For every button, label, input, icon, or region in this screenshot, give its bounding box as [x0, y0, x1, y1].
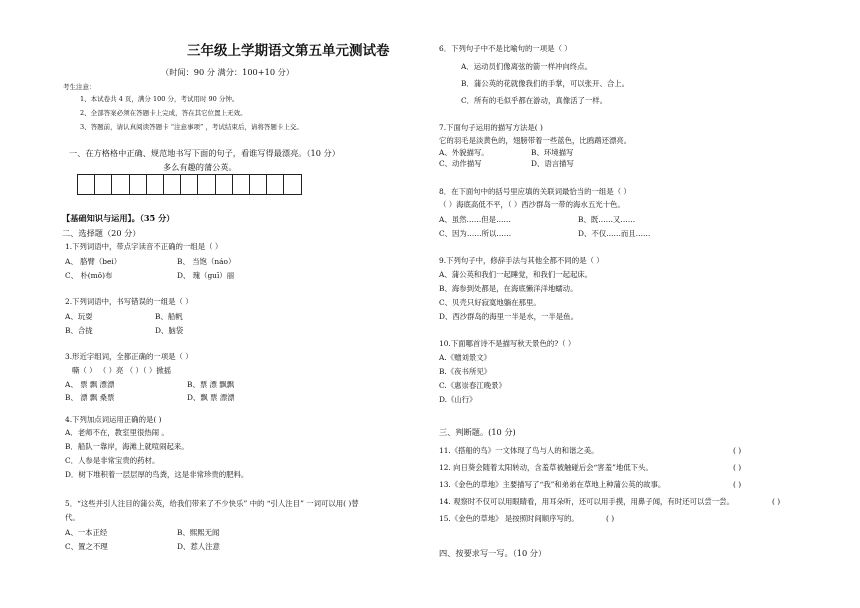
grid-cell[interactable] [112, 175, 129, 194]
q9-option-d[interactable]: D、西沙群岛的海里一半是水，一半是鱼。 [439, 312, 578, 321]
q10-option-b[interactable]: B.《夜书所见》 [439, 367, 492, 376]
grid-cell[interactable] [181, 175, 198, 194]
q1-option-a[interactable]: A、 胳臂（bei） [65, 257, 122, 266]
q2-option-d[interactable]: D、脑袋 [155, 326, 184, 335]
write-section-heading: 四、按要求写一写。（10 分） [439, 548, 547, 558]
q10-option-a[interactable]: A.《赠刘景文》 [439, 353, 492, 362]
q4-option-a[interactable]: A．老师不在，教室里很热闹 。 [65, 428, 169, 437]
q8-option-c[interactable]: C、因为……所以…… [439, 229, 512, 238]
q1-option-b[interactable]: B、 当饱（náo） [177, 257, 236, 266]
q5-option-c[interactable]: C、置之不理 [65, 542, 108, 551]
judge-answer-blank[interactable]: ( ) [733, 463, 742, 472]
writing-grid[interactable] [77, 174, 302, 195]
q3-option-d[interactable]: D、飘 票 漂漂 [187, 393, 235, 402]
note-item-3: 3、答题前，请认真阅读答题卡 “注意事项” ，考试结束后，请将答题卡上交。 [80, 123, 303, 131]
q2-stem: 2.下列词语中，书写错误的一组是（ ） [65, 297, 193, 306]
judge-answer-blank[interactable]: ( ) [733, 480, 742, 489]
q9-option-a[interactable]: A、蒲公英和我们一起睡觉，和我们一起起床。 [439, 270, 593, 279]
grid-cell[interactable] [130, 175, 147, 194]
judge-item-11: 11.《搭船的鸟》一文体现了鸟与人的和谐之美。 [439, 446, 599, 455]
q4-stem: 4.下列加点词运用正确的是( ) [65, 415, 162, 424]
q2-option-b[interactable]: B、船帆 [155, 312, 183, 321]
notes-heading: 考生注意： [63, 83, 96, 91]
q7-stem: 7.下面句子运用的描写方法是( ) [439, 123, 543, 132]
exam-time-score: （时间：90 分 满分：100+10 分） [161, 67, 295, 77]
q6-option-c[interactable]: C．所有的毛似乎都在游动，真像活了一样。 [461, 96, 608, 105]
q4-option-d[interactable]: D．树下堆积着一层层厚的鸟粪，这是非常珍贵的肥料。 [65, 470, 249, 479]
q7-option-d[interactable]: D、语言描写 [531, 159, 574, 168]
judge-item-13: 13.《金色的草地》主要描写了“我”和弟弟在草地上种蒲公英的故事。 [439, 480, 666, 489]
q8-option-d[interactable]: D、不仅……而且…… [578, 229, 651, 238]
q6-stem: 6．下列句子中不是比喻句的一项是（ ） [439, 44, 572, 53]
grid-cell[interactable] [216, 175, 233, 194]
note-item-2: 2、全部答案必须在答题卡上完成，答在其它位置上无效。 [80, 109, 247, 117]
q8-option-a[interactable]: A、虽然……但是…… [439, 215, 511, 224]
grid-cell[interactable] [147, 175, 164, 194]
q10-option-c[interactable]: C.《惠崇春江晚景》 [439, 381, 506, 390]
q8-option-b[interactable]: B、既……又…… [578, 215, 636, 224]
judge-answer-blank[interactable]: ( ) [606, 514, 615, 523]
q6-option-b[interactable]: B．蒲公英的花就像我们的手掌，可以张开、合上。 [461, 79, 630, 88]
q5-stem-continued: 代。 [65, 513, 80, 522]
q1-option-c[interactable]: C、 朴(mǒ)布 [65, 271, 113, 280]
grid-cell[interactable] [78, 175, 95, 194]
q5-option-d[interactable]: D、惹人注意 [177, 542, 220, 551]
q1-stem: 1.下列词语中，带点字读音不正确的一组是（ ） [65, 242, 223, 251]
q1-option-d[interactable]: D、 瑰（guī）丽 [177, 271, 235, 280]
q9-option-c[interactable]: C、贝壳只好寂寞地躺在那里。 [439, 298, 541, 307]
note-item-1: 1、本试卷共 4 页，满分 100 分，考试用时 90 分钟。 [80, 95, 239, 103]
judge-heading: 三、判断题。(10 分) [439, 427, 516, 437]
judge-item-15: 15.《金色的草地》 是按照时间顺序写的。 [439, 514, 579, 523]
basics-heading: 【基础知识与运用】。（35 分） [62, 213, 175, 223]
q9-stem: 9.下列句子中，修辞手法与其他全都不同的是（ ） [439, 256, 604, 265]
judge-answer-blank[interactable]: ( ) [733, 446, 742, 455]
q10-option-d[interactable]: D.《山行》 [439, 395, 477, 404]
copy-sentence: 多么有趣的蒲公英。 [163, 162, 237, 172]
q7-option-b[interactable]: B、环境描写 [531, 148, 574, 157]
q7-option-a[interactable]: A、外貌描写。 [439, 148, 489, 157]
q4-option-c[interactable]: C．人参是非常宝贵的药材。 [65, 456, 160, 465]
q3-stem: 3.形近字组词，全都正确的一项是（ ） [65, 352, 193, 361]
q3-option-a[interactable]: A、 票 飘 漂漂 [65, 380, 115, 389]
judge-answer-blank[interactable]: ( ) [772, 497, 781, 506]
q6-option-a[interactable]: A．运动员们像离弦的箭一样冲向终点。 [461, 62, 592, 71]
q4-option-b[interactable]: B．船队一靠岸，海滩上就喧闹起来。 [65, 442, 189, 451]
grid-cell[interactable] [164, 175, 181, 194]
grid-cell[interactable] [95, 175, 112, 194]
q10-stem: 10.下面哪首诗不是描写秋天景色的?（ ） [439, 339, 576, 348]
q8-stem: 8．在下面句中的括号里应填的关联词最恰当的一组是（ ） [439, 187, 631, 196]
grid-cell[interactable] [233, 175, 250, 194]
grid-cell[interactable] [284, 175, 301, 194]
judge-item-14: 14. 观察时不仅可以用眼睛看，用耳朵听，还可以用手摸，用鼻子闻，有时还可以尝一尝。 [439, 497, 734, 506]
page-title: 三年级上学期语文第五单元测试卷 [187, 43, 390, 59]
q3-option-b[interactable]: B、票 漂 飘飘 [187, 380, 235, 389]
section-copy-instruction: 一、在方格格中正确、规范地书写下面的句子，看谁写得最漂亮。（10 分） [69, 148, 340, 158]
grid-cell[interactable] [267, 175, 284, 194]
judge-item-12: 12. 向日葵会随着太阳转动，含羞草被触碰后会“害羞”地低下头。 [439, 463, 653, 472]
q7-option-c[interactable]: C、动作描写 [439, 159, 482, 168]
q3-option-c[interactable]: B、 漂 飘 桑票 [65, 393, 115, 402]
q5-option-b[interactable]: B、熙熙无闻 [177, 528, 220, 537]
q7-quote: 它的羽毛是淡黄色的，翅膀带着一些蓝色，比鸥鹉还漂亮。 [439, 136, 632, 145]
q3-blanks: 嘶（ ） （ ）亮 （ ）（ ）掀摇 [72, 366, 172, 375]
q2-option-a[interactable]: A、玩耍 [65, 312, 93, 321]
grid-cell[interactable] [198, 175, 215, 194]
q9-option-b[interactable]: B、海参到处都是，在海底懒洋洋地蠕动。 [439, 284, 578, 293]
q5-stem: 5．“这些并引人注目的蒲公英，给我们带来了不少快乐” 中的 “引人注目” 一词可以用( )替 [65, 499, 359, 508]
q2-option-c[interactable]: B、合拢 [65, 326, 93, 335]
q5-option-a[interactable]: A、一本正经 [65, 528, 108, 537]
choice-heading: 二、选择题（20 分） [62, 228, 141, 238]
q8-quote: （ ）海底高低不平，（ ）西沙群岛一带的海水五光十色。 [439, 200, 625, 209]
grid-cell[interactable] [250, 175, 267, 194]
